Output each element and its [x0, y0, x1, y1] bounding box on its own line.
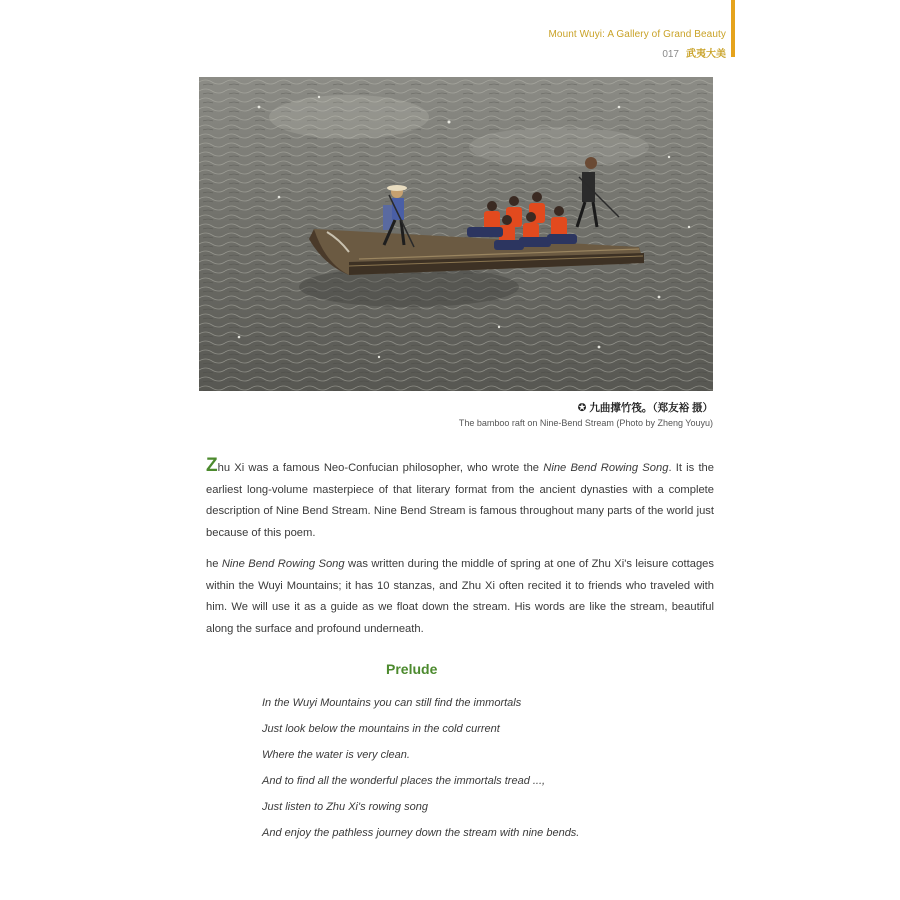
p2-text-a: he [206, 558, 222, 570]
prelude-poem [262, 693, 579, 849]
caption-cn-text: 九曲撑竹筏。（郑友裕 摄） [589, 402, 713, 414]
dropcap: Z [206, 455, 218, 476]
body-paragraph-1 [206, 455, 715, 544]
photo-caption-chinese [578, 400, 713, 415]
poem-line: Just look below the mountains in the cold current [262, 723, 500, 735]
poem-line: And to find all the wonderful places the immortals tread ..., [262, 775, 546, 787]
bullet-icon: ✪ [577, 402, 590, 414]
chinese-label: 武夷大美 [686, 49, 726, 60]
poem-line: Where the water is very clean. [262, 749, 410, 761]
poem-line: And enjoy the pathless journey down the stream with nine bends. [262, 827, 580, 839]
p1-text-b: . It is the earliest long-volume masterpiece of that literary format from the ancient dynasties with a complete description of Nine Bend Stream. Nine Bend Stream is famous throughout many parts of the world just because of this poem. [206, 462, 715, 539]
photo-bamboo-raft [199, 77, 713, 391]
header-title: Mount Wuyi: A Gallery of Grand Beauty [548, 29, 726, 40]
photo-caption-english: The bamboo raft on Nine-Bend Stream (Photo by Zheng Youyu) [458, 418, 713, 428]
p2-song-title: Nine Bend Rowing Song [221, 558, 345, 570]
page-number: 017 [662, 49, 679, 60]
body-paragraph-2 [206, 554, 714, 640]
poem-line: In the Wuyi Mountains you can still find the immortals [262, 697, 522, 709]
header-subline [662, 45, 726, 60]
header-accent-bar [731, 0, 735, 57]
p2-text-b: was written during the middle of spring at one of Zhu Xi's leisure cottages within the Wuyi Mountains; it has 10 stanzas, and Zhu Xi often recited it to friends who traveled with him. We will use it as a guide as we float down the stream. His words are like the stream, beautiful along the surface and profound underneath. [206, 558, 714, 635]
p1-text-a: hu Xi was a famous Neo-Confucian philosopher, who wrote the [217, 462, 544, 474]
poem-line: Just listen to Zhu Xi's rowing song [262, 801, 428, 813]
p1-song-title: Nine Bend Rowing Song [543, 462, 669, 474]
prelude-heading: Prelude [386, 661, 438, 677]
